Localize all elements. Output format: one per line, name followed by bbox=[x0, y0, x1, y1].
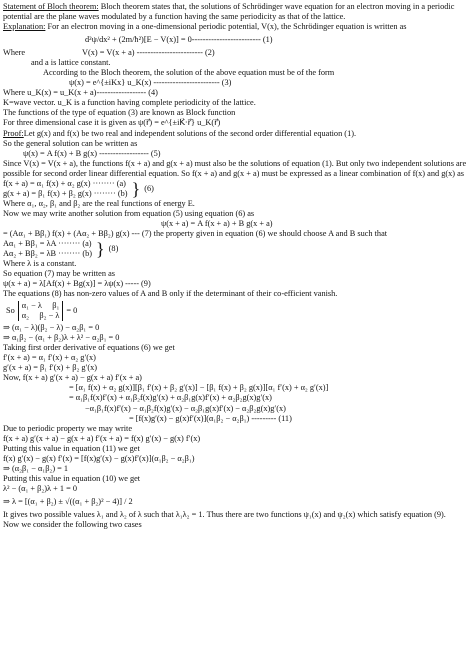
characteristic-step-1: ⇒ (α₁ − λ)(β₂ − λ) − α₂β₁ = 0 bbox=[3, 323, 100, 333]
explanation-text: For an electron moving in a one-dimensional periodic potential, V(x), the Schrödinger equation is written as bbox=[45, 22, 407, 32]
equation-3: ψ(x) = e^{±iKx} u_K(x) ------------------------ (3) bbox=[69, 78, 232, 88]
bloch-function-note: The functions of the type of equation (3) are known as Block function bbox=[3, 108, 236, 118]
brace-6: } bbox=[131, 178, 141, 199]
three-d-case: For three dimensional case it is given as ψ(r⃗) = e^{±iK⃗·r⃗} u_K(r⃗) bbox=[3, 118, 221, 128]
determinant-equals-zero: = 0 bbox=[66, 306, 78, 316]
rewrite-equation-7-text: So equation (7) may be written as bbox=[3, 268, 115, 278]
equation-6-number: (6) bbox=[144, 183, 154, 193]
equation-8-number: (8) bbox=[108, 243, 119, 253]
determinant-matrix bbox=[18, 301, 64, 321]
equation-8-lines bbox=[3, 239, 92, 259]
two-values-paragraph: It gives two possible values λ₁ and λ₂ of λ such that λ₁λ₂ = 1. Thus there are two functions ψ₁(x) and ψ₂(x) which satisfy equation (9). bbox=[3, 509, 446, 519]
determinant-row-1: α₁ − λ β₁ bbox=[21, 301, 60, 311]
statement-paragraph bbox=[3, 2, 471, 22]
equation-7: = (Aα₁ + Bβ₁) f(x) + (Aα₂ + Bβ₂) g(x) --- (7) the property given in equation (6) we should choose A and B such that bbox=[3, 228, 388, 238]
equation-11: = [f(x)g′(x) − g(x)f′(x)](α₁β₂ − α₂β₁) --------- (11) bbox=[129, 413, 292, 423]
lattice-constant-note: and a is lattice constant. bbox=[31, 58, 111, 68]
unit-determinant: ⇒ (α₂β₁ − α₁β₂) = 1 bbox=[3, 463, 69, 473]
proof-text: Let g(x) and f(x) be two real and independent solutions of the second order differential equation (1). bbox=[23, 128, 357, 138]
document-body bbox=[3, 2, 471, 530]
alpha-beta-note: Where α₁, α₂, β₁ and β₂ are the real functions of energy E. bbox=[3, 198, 195, 208]
determinant-equation bbox=[3, 299, 471, 323]
substitute-10-text: Putting this value in equation (10) we get bbox=[3, 473, 141, 483]
bloch-form-text: According to the Bloch theorem, the solution of the above equation must be of the form bbox=[43, 68, 335, 78]
linear-combination-paragraph: Since V(x) = V(x + a), the functions f(x + a) and g(x + a) must also be the solutions of equation (1). But only two independent solutions are possible for second order linear differential equation. So f(x + a) and g(x + a) must be expressed as a linear combination of f(x) and g(x) as bbox=[3, 158, 467, 178]
determinant-row-2: α₂ β₂ − λ bbox=[21, 311, 60, 321]
derivative-f: f′(x + a) = α₁ f′(x) + α₂ g′(x) bbox=[3, 353, 96, 363]
another-solution-text: Now we may write another solution from equation (5) using equation (6) as bbox=[3, 208, 255, 218]
wronskian-lhs: Now, f(x + a) g′(x + a) − g(x + a) f′(x + a) bbox=[3, 373, 142, 383]
equation-6a: f(x + a) = α₁ f(x) + α₂ g(x) ········ (a) bbox=[3, 178, 126, 188]
equation-7-lhs: ψ(x + a) = A f(x + a) + B g(x + a) bbox=[161, 218, 273, 228]
derivative-g: g′(x + a) = β₁ f′(x) + β₂ g′(x) bbox=[3, 363, 98, 373]
quadratic-lambda: λ² − (α₁ + β₂)λ + 1 = 0 bbox=[3, 483, 78, 493]
brace-8: } bbox=[96, 238, 105, 259]
where-label: Where bbox=[3, 48, 26, 58]
statement-text: Bloch theorem states that, the solutions of Schrödinger wave equation for an electron moving in a periodic potential are the plane waves modulated by a function having the same periodicity as that of the lattice. bbox=[3, 2, 455, 22]
equation-8a: Aα₁ + Bβ₁ = λA ········ (a) bbox=[3, 238, 92, 248]
equation-4: Where u_K(x) = u_K(x + a)------------------ (4) bbox=[3, 88, 158, 98]
substitute-11-text: Putting this value in equation (11) we get bbox=[3, 443, 140, 453]
statement-heading: Statement of Bloch theorem: bbox=[3, 2, 99, 11]
equation-6-lines bbox=[3, 179, 128, 199]
equation-1: d²ψ/dx² + (2m/ħ²)[E − V(x)] = 0------------------------- (1) bbox=[85, 35, 273, 45]
periodic-wronskian: f(x + a) g′(x + a) − g(x + a) f′(x + a) = f(x) g′(x) − g(x) f′(x) bbox=[3, 433, 201, 443]
explanation-paragraph bbox=[3, 22, 471, 32]
equation-6b: g(x + a) = β₁ f(x) + β₂ g(x) ········ (b) bbox=[3, 188, 128, 198]
wronskian-step-2: = α₁β₁f(x)f′(x) + α₁β₂f(x)g′(x) + α₂β₁g(x)f′(x) + α₂β₂g(x)g′(x) bbox=[69, 393, 272, 403]
equation-2: V(x) = V(x + a) ------------------------ (2) bbox=[82, 48, 215, 58]
substituted-equation: f(x) g′(x) − g(x) f′(x) = [f(x)g′(x) − g(x)f′(x)](α₁β₂ − α₂β₁) bbox=[3, 453, 195, 463]
wronskian-step-3: −α₁β₁f(x)f′(x) − α₁β₂f(x)g′(x) − α₂β₁g(x)f′(x) − α₂β₂g(x)g′(x) bbox=[85, 403, 286, 413]
two-cases-text: Now we consider the following two cases bbox=[3, 519, 142, 529]
equation-9: ψ(x + a) = λ[Af(x) + Bg(x)] = λψ(x) ----- (9) bbox=[3, 279, 151, 289]
general-solution-text: So the general solution can be written as bbox=[3, 138, 138, 148]
proof-heading: Proof: bbox=[3, 128, 24, 138]
lambda-constant-note: Where λ is a constant. bbox=[3, 258, 77, 268]
derivative-text: Taking first order derivative of equations (6) we get bbox=[3, 343, 175, 353]
periodic-property-text: Due to periodic property we may write bbox=[3, 423, 133, 433]
equation-8-group bbox=[3, 239, 471, 259]
equation-5: ψ(x) = A f(x) + B g(x) ------------------ (5) bbox=[23, 148, 161, 158]
equation-6-group bbox=[3, 179, 471, 199]
proof-paragraph bbox=[3, 129, 471, 139]
wave-vector-note: K=wave vector. u_K is a function having complete periodicity of the lattice. bbox=[3, 98, 256, 108]
determinant-condition-text: The equations (8) has non-zero values of A and B only if the determinant of their co-efficient vanish. bbox=[3, 289, 338, 299]
so-label: So bbox=[6, 306, 15, 316]
wronskian-step-1: = [α₁ f(x) + α₂ g(x)][β₁ f′(x) + β₂ g′(x)] − [β₁ f(x) + β₂ g(x)][α₁ f′(x) + α₂ g′(x)] bbox=[69, 383, 329, 393]
equation-2-line bbox=[3, 48, 471, 58]
equation-8b: Aα₂ + Bβ₂ = λB ········ (b) bbox=[3, 248, 93, 258]
characteristic-step-2: ⇒ α₁β₂ − (α₁ + β₂)λ + λ² − α₂β₁ = 0 bbox=[3, 333, 120, 343]
explanation-heading: Explanation: bbox=[3, 22, 46, 32]
lambda-solution: ⇒ λ = [(α₁ + β₂) ± √((α₁ + β₂)² − 4)] / 2 bbox=[3, 496, 133, 506]
